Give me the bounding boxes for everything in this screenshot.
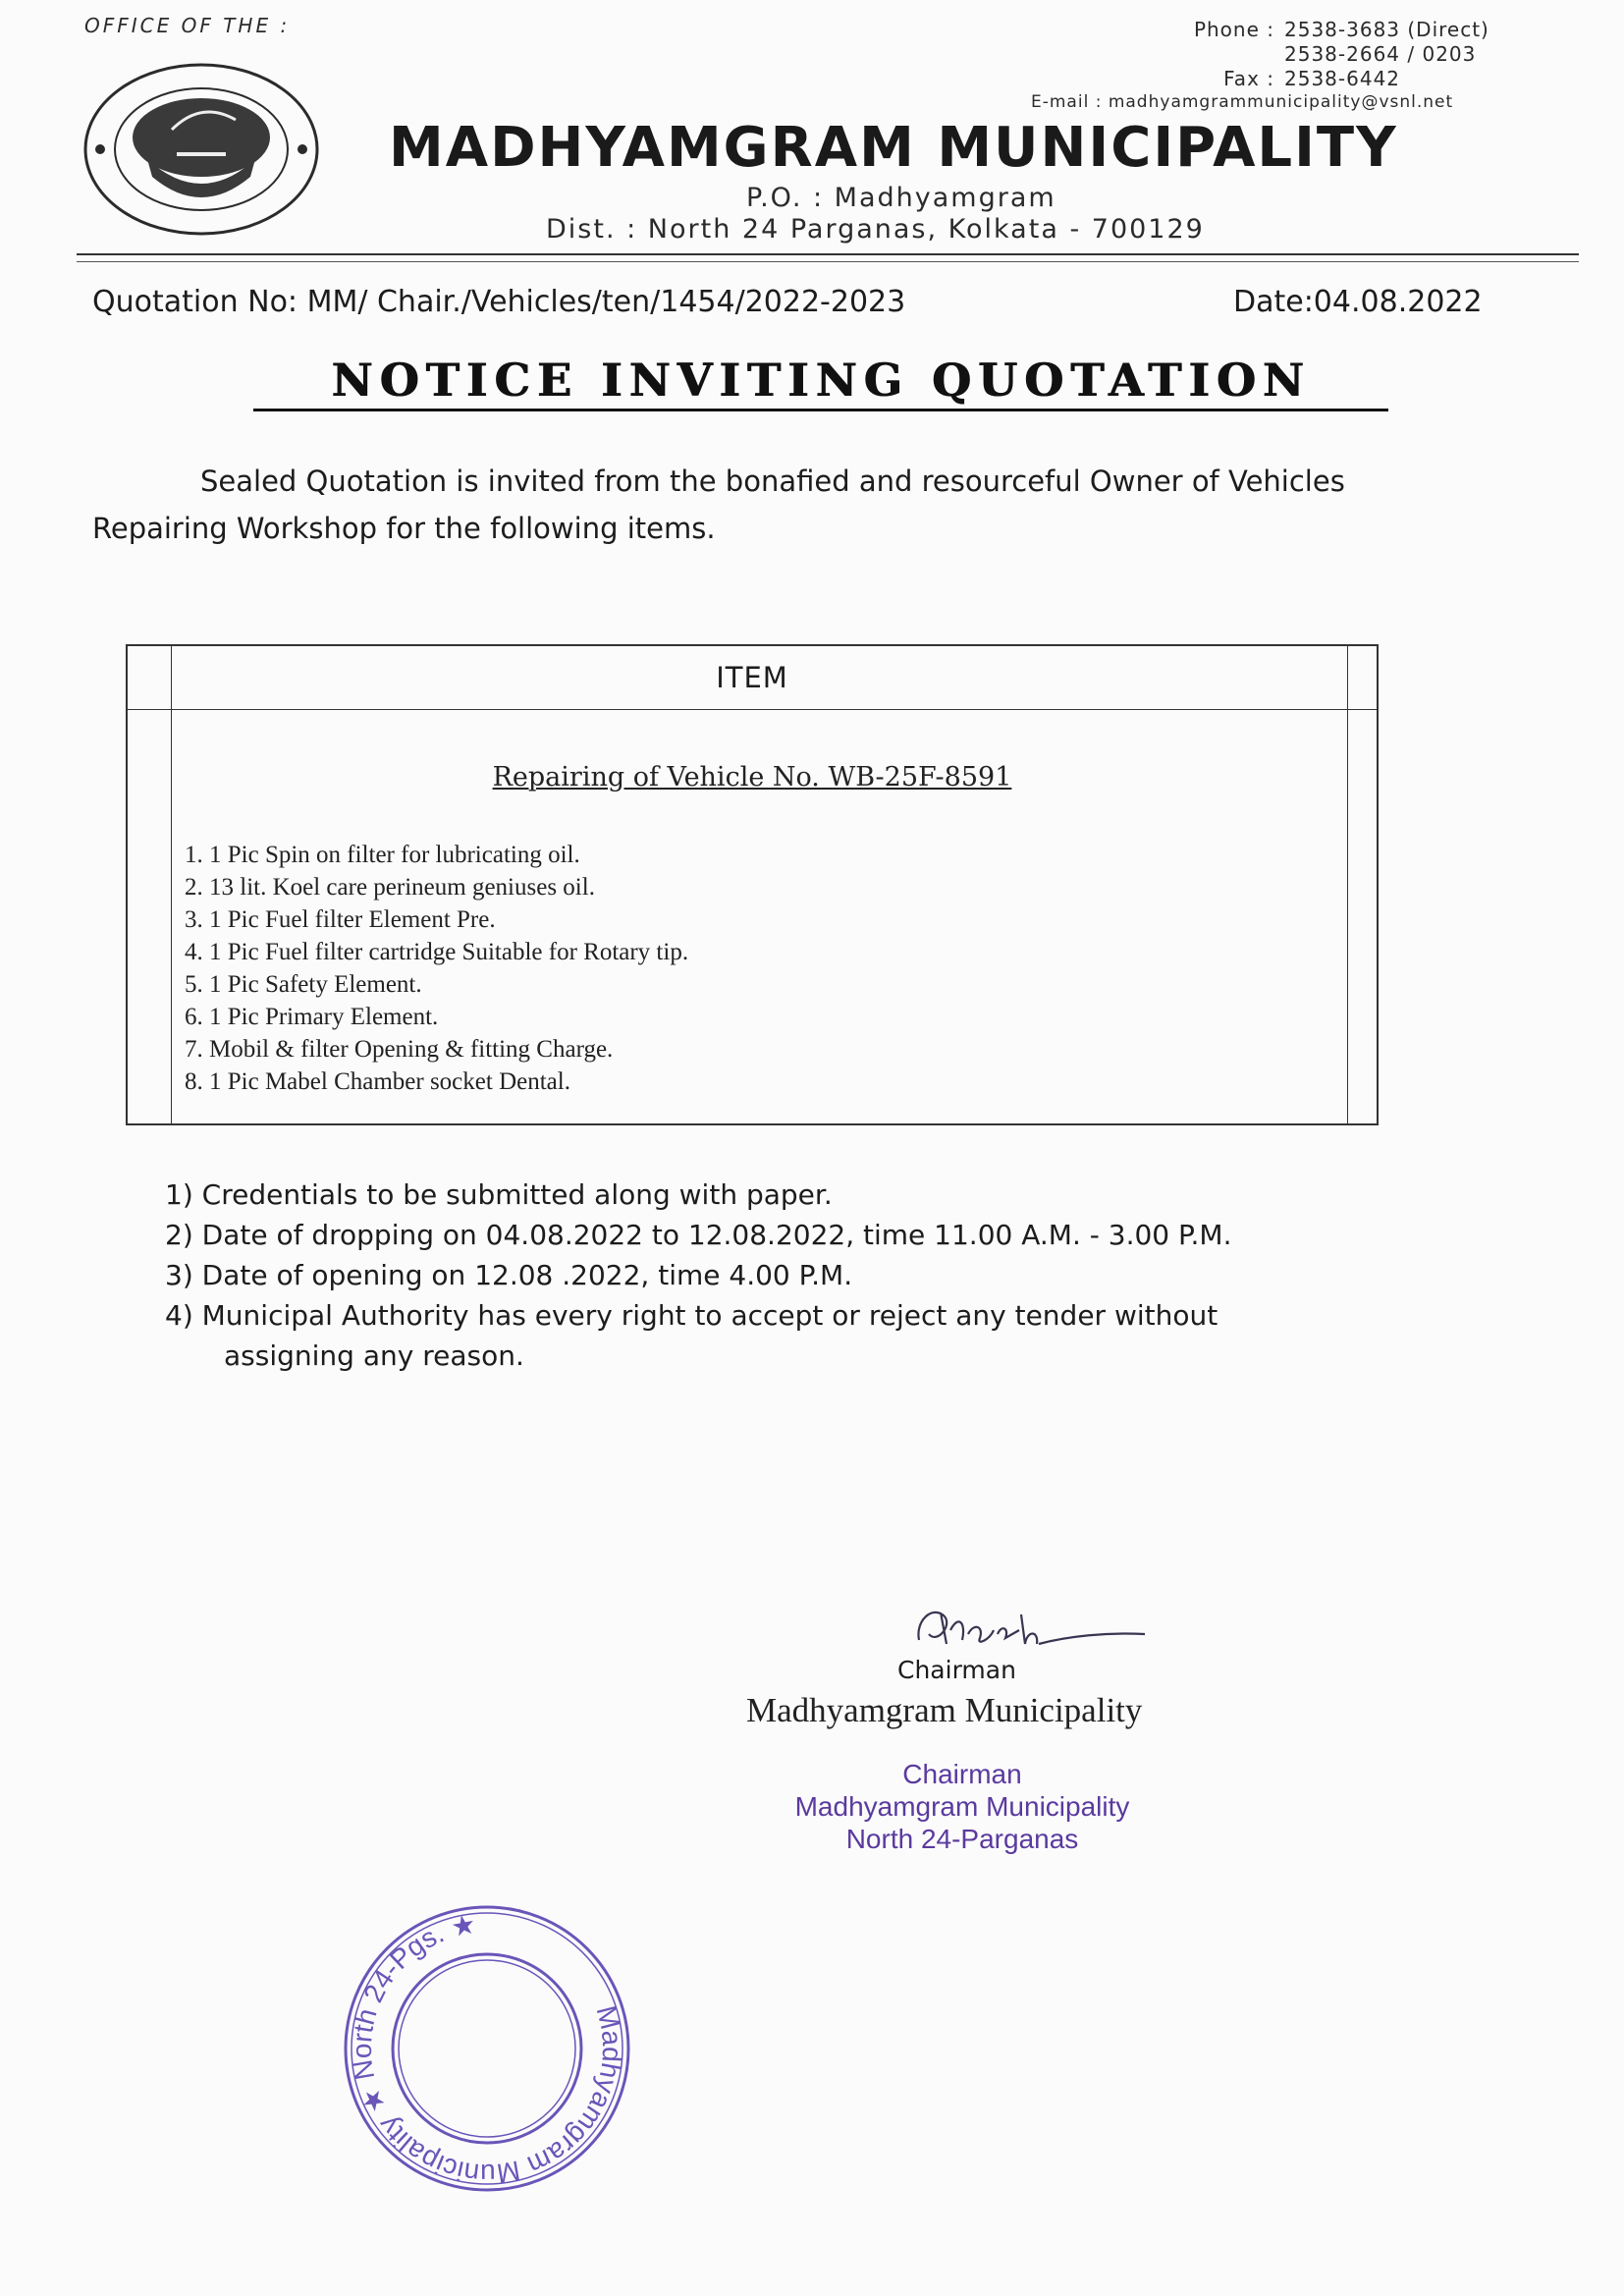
notice-title: NOTICE INVITING QUOTATION <box>331 354 1311 407</box>
vehicle-title: Repairing of Vehicle No. WB-25F-8591 <box>492 762 1012 793</box>
header-divider-thin <box>77 261 1579 262</box>
seal-text: Madhyamgram Municipality ★ North 24-Pgs. ★ <box>346 1908 628 2190</box>
list-item: 5. 1 Pic Safety Element. <box>185 971 422 998</box>
notice-date: Date:04.08.2022 <box>1233 285 1483 319</box>
title-underline <box>253 409 1388 411</box>
office-of-label: OFFICE OF THE : <box>84 14 291 37</box>
municipality-name: MADHYAMGRAM MUNICIPALITY <box>389 116 1398 180</box>
contact-fax: Fax : 2538-6442 <box>1223 67 1401 90</box>
list-item: 4. 1 Pic Fuel filter cartridge Suitable for Rotary tip. <box>185 939 689 965</box>
table-right-rule <box>1347 646 1348 1123</box>
contact-phone-2: 2538-2664 / 0203 <box>1284 42 1477 66</box>
condition-item: 3) Date of opening on 12.08 .2022, time 4.00 P.M. <box>165 1259 853 1291</box>
condition-item: 1) Credentials to be submitted along with paper. <box>165 1178 833 1211</box>
items-table <box>126 644 1379 1125</box>
municipality-emblem-icon <box>79 61 324 238</box>
stamp-line: Madhyamgram Municipality <box>794 1791 1130 1822</box>
svg-text:Madhyamgram Municipality ★ Nor <box>340 1901 634 2196</box>
condition-item-continued: assigning any reason. <box>224 1339 524 1372</box>
stamp-line: North 24-Parganas <box>845 1824 1079 1854</box>
district-address: Dist. : North 24 Parganas, Kolkata - 700129 <box>546 214 1205 245</box>
intro-paragraph: Sealed Quotation is invited from the bonafied and resourceful Owner of Vehicles Repairing Workshop for the following items. <box>92 465 1345 545</box>
signatory-title: Chairman <box>897 1656 1016 1684</box>
list-item: 6. 1 Pic Primary Element. <box>185 1004 439 1030</box>
condition-item: 4) Municipal Authority has every right to accept or reject any tender without <box>165 1299 1218 1332</box>
list-item: 7. Mobil & filter Opening & fitting Charge. <box>185 1036 614 1063</box>
contact-block <box>1159 18 1489 91</box>
designation-stamp <box>746 1758 1178 1855</box>
table-left-rule <box>171 646 172 1123</box>
contact-email: E-mail : madhyamgrammunicipality@vsnl.net <box>1031 92 1454 112</box>
quotation-number: Quotation No: MM/ Chair./Vehicles/ten/1454/2022-2023 <box>92 285 906 319</box>
post-office: P.O. : Madhyamgram <box>746 183 1056 213</box>
list-item: 2. 13 lit. Koel care perineum geniuses oil. <box>185 874 595 901</box>
condition-item: 2) Date of dropping on 04.08.2022 to 12.08.2022, time 11.00 A.M. - 3.00 P.M. <box>165 1219 1232 1251</box>
conditions-list <box>165 1175 1540 1376</box>
list-item: 3. 1 Pic Fuel filter Element Pre. <box>185 906 496 933</box>
signature-icon <box>911 1601 1147 1660</box>
list-item: 8. 1 Pic Mabel Chamber socket Dental. <box>185 1068 570 1095</box>
table-header: ITEM <box>716 661 788 694</box>
signatory-office: Madhyamgram Municipality <box>746 1691 1143 1729</box>
round-seal-icon <box>340 1901 634 2196</box>
contact-phone: Phone : 2538-3683 (Direct) <box>1193 18 1489 41</box>
list-item: 1. 1 Pic Spin on filter for lubricating oil. <box>185 842 580 868</box>
header-divider <box>77 253 1579 255</box>
items-list <box>185 839 688 1098</box>
table-header-rule <box>128 709 1377 710</box>
stamp-line: Chairman <box>902 1759 1022 1789</box>
